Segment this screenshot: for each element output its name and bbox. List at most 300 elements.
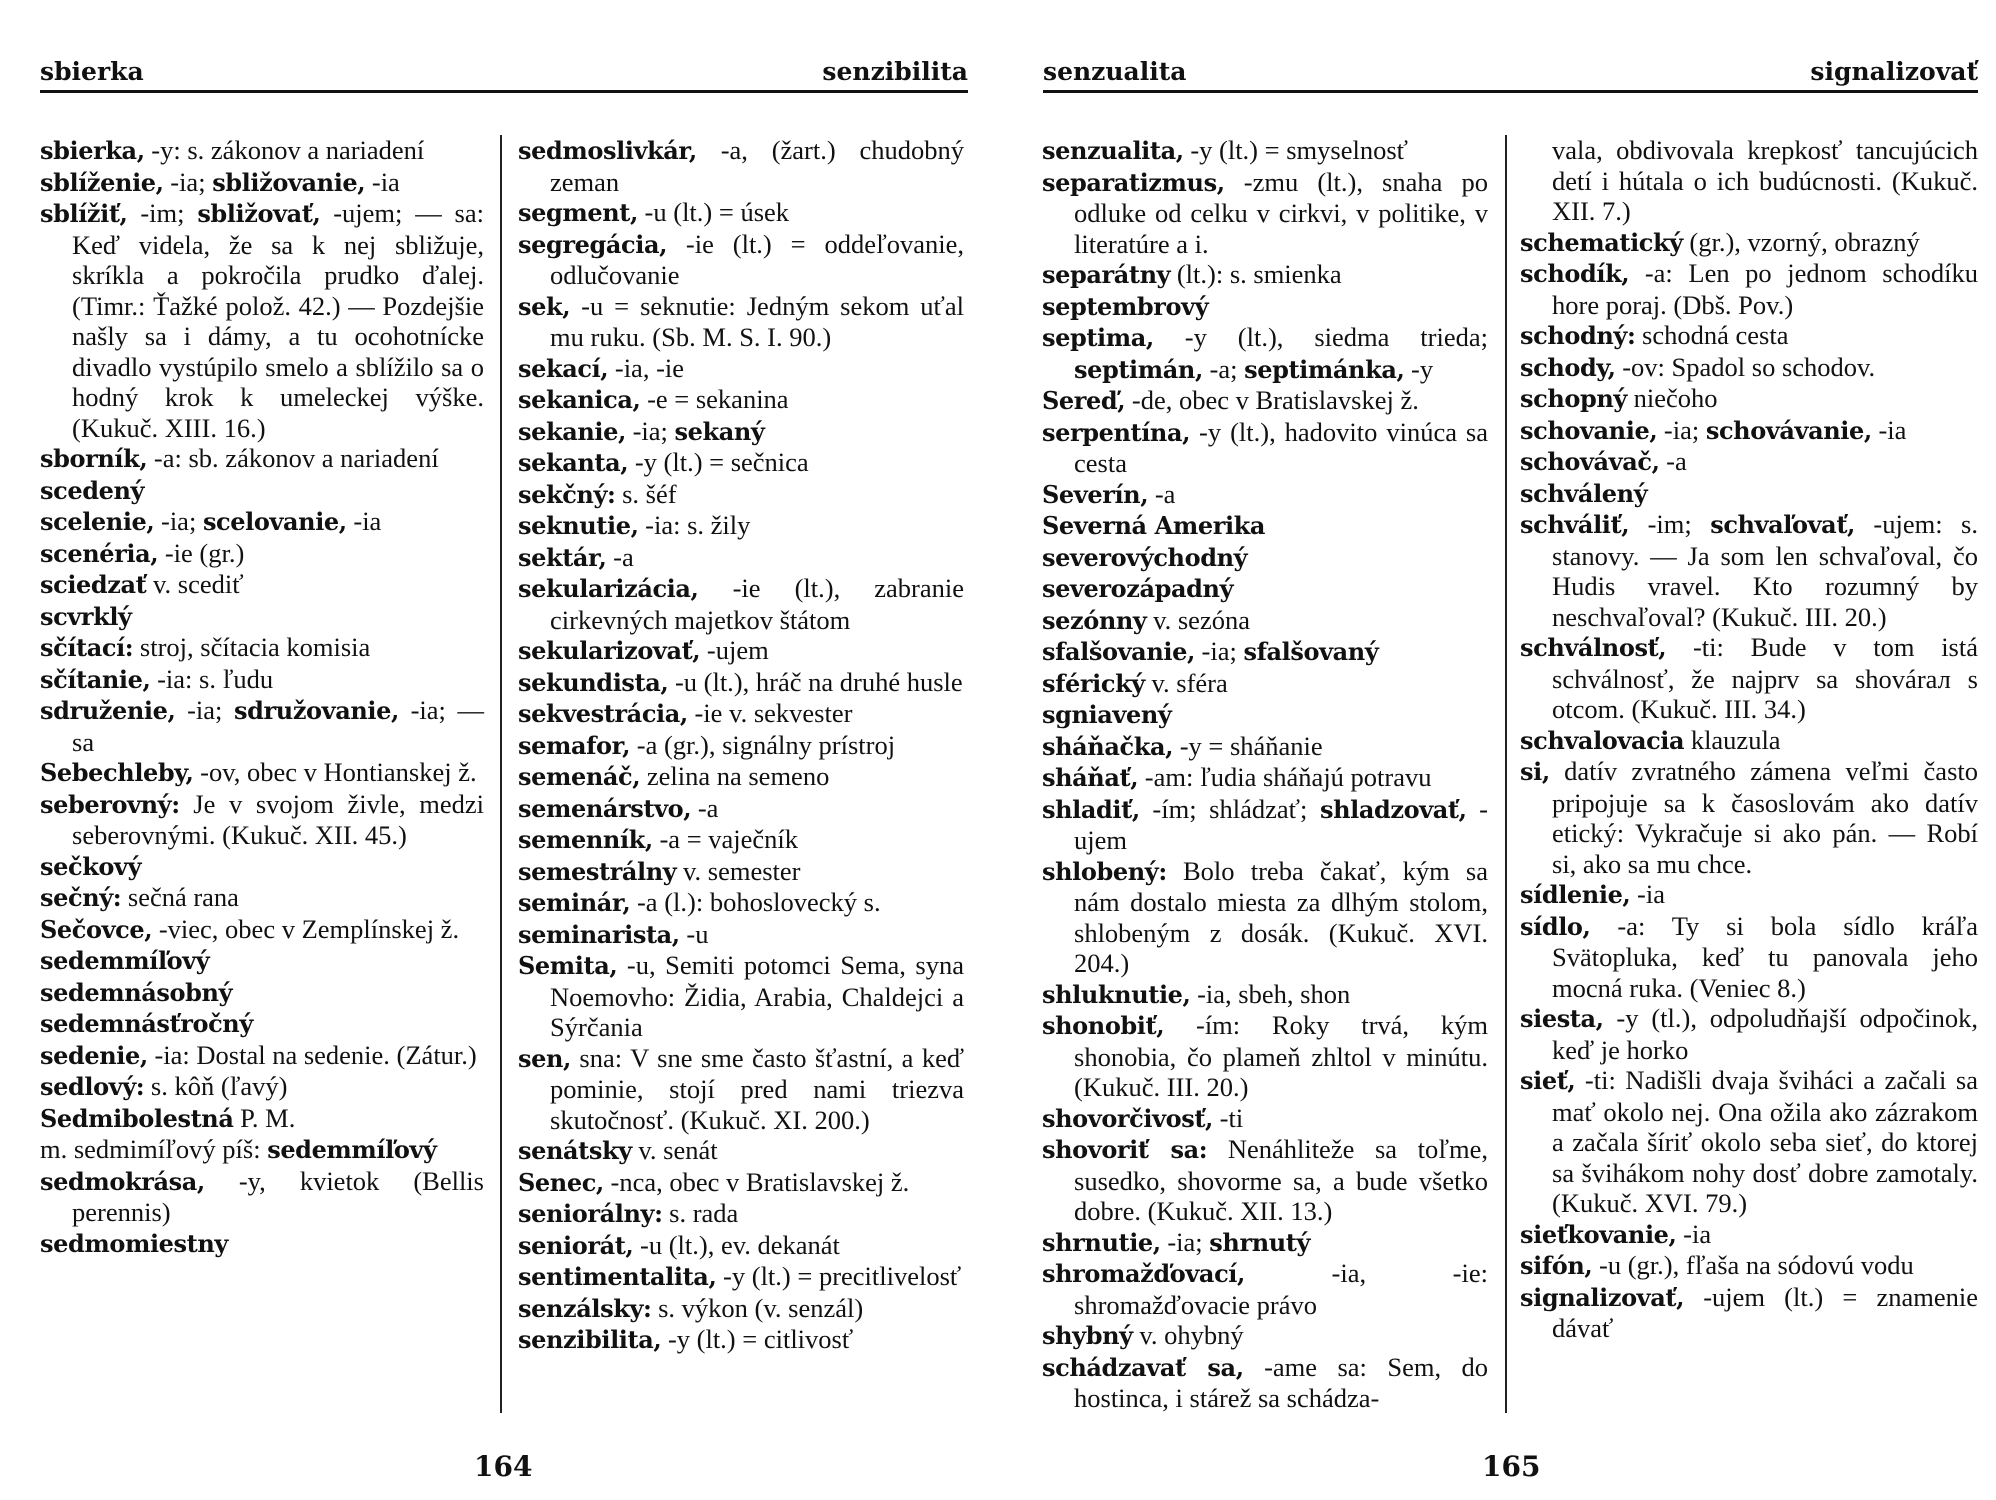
headword: sedemmíľový <box>40 946 210 975</box>
headword: serpentína, <box>1042 417 1191 447</box>
dictionary-entry <box>40 1071 484 1103</box>
dictionary-entry <box>1042 135 1488 167</box>
definition-text: schodná cesta <box>1635 320 1789 350</box>
dictionary-entry <box>1042 417 1488 479</box>
definition-text: -ia: s. žily <box>638 510 751 540</box>
dictionary-entry <box>1042 636 1488 668</box>
dictionary-entry <box>1042 979 1488 1011</box>
definition-text: -ia; <box>1160 1226 1210 1257</box>
headword: separatizmus, <box>1042 167 1225 197</box>
right-running-header <box>1043 58 1978 93</box>
definition-text: -a (gr.), signálny prístroj <box>630 729 896 760</box>
dictionary-entry <box>518 1043 964 1136</box>
headword: sedenie, <box>40 1040 148 1070</box>
dictionary-entry <box>40 632 484 664</box>
headword: sbierka, <box>40 136 145 165</box>
headword: sečný: <box>40 883 122 912</box>
dictionary-entry <box>518 919 964 951</box>
dictionary-entry <box>1520 725 1978 757</box>
headword: scenéria, <box>40 538 159 568</box>
dictionary-entry <box>1042 1010 1488 1103</box>
definition-text: sna: V sne sme často šťastní, a keď pominie, stojí pred nami triezva skutočnosť. (Kukuč. XI. 200.) <box>550 1042 964 1135</box>
dictionary-entry <box>1520 1219 1978 1251</box>
dictionary-entry <box>518 950 964 1043</box>
headword: shladiť, <box>1042 794 1140 824</box>
headword: scvrklý <box>40 601 132 631</box>
dictionary-entry <box>40 914 484 946</box>
headword: shlobený: <box>1042 856 1167 886</box>
definition-text: -ujem; — sa: Keď videla, že sa k nej sbližuje, skríkla a pokročila prudko ďalej. (Timr.: Ťažké polož. 42.) — Pozdejšie našly sa i dámy, a tu ocohotnícke divadlo vystúpilo smelo a sblížilo sa o hodný krok k umeleckej výške. (Kukuč. XIII. 16.) <box>72 198 484 443</box>
left-header-last-word: senzibilita <box>822 57 968 86</box>
definition-text: v. sféra <box>1144 667 1228 698</box>
headword: sekularizovať, <box>518 636 701 665</box>
headword: schválený <box>1520 478 1648 508</box>
left-column-divider <box>500 135 502 1413</box>
definition-text: -ujem: s. stanovy. — Ja som len schvaľoval, čo Hudis vravel. Kto rozumný by neschvaľoval? (Kukuč. III. 20.) <box>1552 509 1978 632</box>
headword: schádzavať sa, <box>1042 1352 1244 1382</box>
headword: Sedmibolestná <box>40 1103 234 1133</box>
definition-text: niečoho <box>1626 383 1718 413</box>
headword: sekaný <box>674 416 765 446</box>
headword: sedmomiestny <box>40 1228 228 1258</box>
headword: schodík, <box>1520 259 1630 288</box>
headword: schvalovacia <box>1520 725 1685 755</box>
headword: sčítací: <box>40 633 134 662</box>
headword: sblížiť, <box>40 199 128 228</box>
definition-text: -ia <box>346 506 382 536</box>
dictionary-entry <box>1520 1003 1978 1065</box>
dictionary-entry <box>518 730 964 762</box>
definition-text: -y (lt.) = citlivosť <box>661 1324 854 1354</box>
headword: sbližovať, <box>197 199 321 228</box>
dictionary-entry <box>518 887 964 919</box>
definition-text: -viec, obec v Zemplínskej ž. <box>152 913 460 944</box>
dictionary-entry <box>1042 479 1488 511</box>
dictionary-entry <box>1042 856 1488 979</box>
headword: sdružovanie, <box>234 696 399 725</box>
dictionary-entry <box>518 510 964 542</box>
headword: seknutie, <box>518 511 639 540</box>
headword: seminár, <box>518 888 631 917</box>
dictionary-entry <box>40 601 484 633</box>
definition-text: -de, obec v Bratislavskej ž. <box>1125 385 1419 415</box>
definition-text: -u (lt.), ev. dekanát <box>633 1229 840 1260</box>
headword: Severín, <box>1042 479 1149 509</box>
definition-text: -ia <box>365 166 400 197</box>
dictionary-entry <box>518 667 964 699</box>
definition-text: -y <box>1404 353 1434 384</box>
headword: sekanta, <box>518 448 629 477</box>
dictionary-entry <box>518 793 964 825</box>
definition-text: -ia <box>1871 414 1907 445</box>
right-header-last-word: signalizovať <box>1810 57 1978 86</box>
headword: sekanie, <box>518 416 626 446</box>
dictionary-entry <box>1520 509 1978 632</box>
headword: sekularizácia, <box>518 574 699 603</box>
dictionary-entry <box>518 856 964 888</box>
headword: sférický <box>1042 668 1145 698</box>
definition-text: -a: Len po jednom schodíku hore poraj. (Dbš. Pov.) <box>1552 258 1978 320</box>
headword: sfalšovaný <box>1243 637 1379 666</box>
headword: shromažďovací, <box>1042 1259 1245 1288</box>
headword: scelovanie, <box>202 507 347 536</box>
dictionary-entry <box>40 443 484 475</box>
definition-text: -ia <box>1630 879 1665 909</box>
headword: shluknutie, <box>1042 979 1191 1009</box>
definition-text: -ia; <box>154 506 203 536</box>
headword: seniorálny: <box>518 1199 663 1228</box>
dictionary-entry <box>1042 668 1488 700</box>
headword: sedmokrása, <box>40 1166 205 1196</box>
headword: sdruženie, <box>40 696 176 725</box>
headword: seniorát, <box>518 1230 634 1260</box>
headword: separátny <box>1042 260 1171 289</box>
dictionary-entry <box>40 1166 484 1228</box>
headword: sgniavený <box>1042 700 1172 729</box>
definition-text: -y: s. zákonov a nariadení <box>144 135 425 165</box>
definition-text: -ia; <box>1194 636 1244 666</box>
definition-text: -ie (lt.), zabranie cirkevných majetkov štátom <box>550 573 964 635</box>
definition-text: -ia, -ie <box>608 352 685 383</box>
dictionary-entry <box>1042 605 1488 637</box>
definition-text: -a: sb. zákonov a nariadení <box>147 443 439 473</box>
definition-text: s. šéf <box>615 478 677 509</box>
dictionary-entry <box>518 542 964 574</box>
headword: sek, <box>518 291 571 321</box>
headword: septima, <box>1042 323 1154 352</box>
definition-text: Je v svojom živle, medzi seberovnými. (Kukuč. XII. 45.) <box>72 788 484 850</box>
definition-text: -zmu (lt.), snaha po odluke od celku v cirkvi, v politike, v literatúre a i. <box>1074 166 1488 259</box>
headword: severozápadný <box>1042 574 1234 603</box>
definition-text: -im; <box>127 198 198 228</box>
dictionary-entry <box>518 573 964 635</box>
headword: severovýchodný <box>1042 542 1248 572</box>
definition-text: -u (lt.) = úsek <box>637 197 790 227</box>
headword: sfalšovanie, <box>1042 637 1195 666</box>
definition-text: -ia; <box>175 695 235 725</box>
definition-text: stroj, sčítacia komisia <box>133 632 371 662</box>
definition-text: -u (lt.), hráč na druhé husle <box>668 666 963 697</box>
dictionary-entry <box>1042 731 1488 763</box>
headword: Semita, <box>518 951 618 980</box>
dictionary-entry <box>1520 632 1978 725</box>
definition-text: -a, (žart.) chudobný zeman <box>550 135 964 197</box>
entry-continuation <box>1520 135 1978 227</box>
headword: sciedzať <box>40 570 147 599</box>
dictionary-entry <box>1520 320 1978 352</box>
definition-text: -ia <box>1676 1218 1712 1249</box>
dictionary-entry <box>1042 1134 1488 1227</box>
headword: schváliť, <box>1520 510 1630 539</box>
headword: shonobiť, <box>1042 1011 1165 1040</box>
definition-text: -ia: Dostal na sedenie. (Zátur.) <box>147 1039 477 1070</box>
headword: Sečovce, <box>40 914 153 944</box>
definition-text: -ov: Spadol so schodov. <box>1615 351 1876 382</box>
definition-text: -e = sekanina <box>640 384 789 414</box>
dictionary-entry <box>518 698 964 730</box>
dictionary-entry <box>518 353 964 385</box>
dictionary-entry <box>1520 352 1978 384</box>
dictionary-entry <box>40 538 484 570</box>
definition-text: (gr.), vzorný, obrazný <box>1682 226 1920 257</box>
definition-text: s. kôň (ľavý) <box>144 1071 288 1101</box>
definition-text: -nca, obec v Bratislavskej ž. <box>603 1166 910 1197</box>
right-column-divider <box>1505 135 1507 1413</box>
definition-text: Nenáhliteže sa toľme, susedko, shovorme sa, a bude všetko dobre. (Kukuč. XII. 13.) <box>1074 1134 1488 1226</box>
definition-text: -a: Ty si bola sídlo kráľa Svätopluka, keď tu panovala jeho mocná ruka. (Veniec 8.) <box>1552 910 1978 1003</box>
definition-text: -y (lt.), hadovito vinúca sa cesta <box>1074 416 1488 478</box>
dictionary-entry <box>40 1103 484 1135</box>
dictionary-entry <box>1042 1258 1488 1320</box>
dictionary-entry <box>518 229 964 291</box>
headword: sentimentalita, <box>518 1262 717 1291</box>
headword: senzibilita, <box>518 1325 662 1354</box>
dictionary-entry <box>518 416 964 448</box>
dictionary-entry <box>1042 167 1488 260</box>
dictionary-entry <box>1520 446 1978 478</box>
dictionary-entry <box>1520 383 1978 415</box>
definition-text: -y (lt.) = sečnica <box>628 447 809 477</box>
headword: sháňať, <box>1042 763 1139 792</box>
headword: sekvestrácia, <box>518 699 688 728</box>
headword: senátsky <box>518 1136 632 1165</box>
dictionary-entry <box>1042 794 1488 856</box>
dictionary-entry <box>518 824 964 856</box>
definition-text: v. scediť <box>146 569 244 599</box>
headword: schovanie, <box>1520 415 1658 445</box>
dictionary-entry <box>1520 911 1978 1004</box>
definition-text: v. ohybný <box>1132 1320 1244 1350</box>
definition-text: -ia: s. ľudu <box>150 663 274 694</box>
dictionary-entry <box>518 1293 964 1325</box>
headword: Sebechleby, <box>40 758 194 787</box>
headword: sekčný: <box>518 479 616 509</box>
left-page-number: 164 <box>474 1450 533 1483</box>
definition-text: -a <box>691 792 719 823</box>
dictionary-entry <box>40 135 484 167</box>
definition-text: -ia; <box>163 166 213 197</box>
definition-text: -ujem <box>1074 793 1488 855</box>
definition-text: -ia; <box>625 415 675 446</box>
headword: scedený <box>40 475 145 505</box>
headword: sháňačka, <box>1042 731 1174 761</box>
headword: shovoriť sa: <box>1042 1135 1208 1164</box>
headword: sídlo, <box>1520 911 1591 941</box>
dictionary-entry <box>518 1167 964 1199</box>
dictionary-entry <box>40 569 484 601</box>
headword: sifón, <box>1520 1251 1593 1280</box>
dictionary-entry <box>1042 291 1488 323</box>
dictionary-entry <box>1042 322 1488 385</box>
definition-text: -ujem (lt.) = znamenie dávať <box>1552 1281 1978 1343</box>
dictionary-entry <box>1520 1282 1978 1344</box>
dictionary-entry <box>1520 227 1978 259</box>
definition-text: -a (l.): bohoslovecký s. <box>630 887 881 917</box>
headword: Senec, <box>518 1167 604 1197</box>
dictionary-entry <box>40 757 484 789</box>
headword: septembrový <box>1042 291 1209 321</box>
definition-text: -ie (lt.) = oddeľovanie, odlučovanie <box>550 228 964 290</box>
dictionary-entry <box>1042 1227 1488 1259</box>
definition-text: -y = sháňanie <box>1173 730 1323 761</box>
headword: sborník, <box>40 444 148 473</box>
definition-text: -ím: Roky trvá, kým shonobia, čo plameň zhltol v minútu. (Kukuč. III. 20.) <box>1074 1010 1488 1102</box>
headword: seberovný: <box>40 789 180 819</box>
dictionary-entry <box>518 1230 964 1262</box>
dictionary-entry <box>40 695 484 757</box>
left-running-header <box>40 58 968 93</box>
definition-text: -y (lt.) = precitlivelosť <box>716 1261 962 1291</box>
dictionary-entry <box>1042 542 1488 574</box>
dictionary-entry <box>40 198 484 443</box>
definition-text: v. semester <box>676 855 801 886</box>
dictionary-entry <box>518 479 964 511</box>
definition-text: P. M. <box>233 1102 296 1133</box>
dictionary-entry <box>40 1228 484 1260</box>
dictionary-entry <box>1042 385 1488 417</box>
headword: schodný: <box>1520 321 1636 350</box>
dictionary-entry <box>1042 1103 1488 1135</box>
dictionary-entry <box>1042 699 1488 731</box>
headword: sen, <box>518 1043 571 1073</box>
dictionary-entry <box>40 1134 484 1166</box>
headword: schody, <box>1520 352 1616 382</box>
right-header-first-word: senzualita <box>1043 57 1187 86</box>
dictionary-entry <box>40 977 484 1009</box>
dictionary-entry <box>518 197 964 229</box>
headword: semenáč, <box>518 762 641 791</box>
definition-text: -ie v. sekvester <box>687 698 853 728</box>
headword: sekanica, <box>518 385 641 414</box>
dictionary-entry <box>1042 762 1488 794</box>
definition-text: -ia; — sa <box>72 695 484 757</box>
dictionary-entry <box>40 506 484 538</box>
headword: shybný <box>1042 1321 1133 1350</box>
definition-text: -u = seknutie: Jedným sekom uťal mu ruku. (Sb. M. S. I. 90.) <box>550 290 964 352</box>
headword: schovávač, <box>1520 447 1660 476</box>
definition-text: Bolo treba čakať, kým sa nám dostalo miesta za dlhým stolom, shlobeným z dosák. (Kukuč. XVI. 204.) <box>1074 855 1488 978</box>
definition-text: -a; <box>1202 353 1245 384</box>
definition-text: -y (lt.) = smyselnosť <box>1183 135 1408 165</box>
dictionary-entry <box>1520 1065 1978 1219</box>
definition-text: -ím; shládzať; <box>1139 793 1320 824</box>
headword: sečkový <box>40 851 142 881</box>
definition-text: -im; <box>1629 509 1711 539</box>
dictionary-entry <box>1520 1250 1978 1282</box>
dictionary-entry <box>1042 259 1488 291</box>
headword: sekací, <box>518 353 609 383</box>
definition-text: datív zvratného zámena veľmi často pripojuje sa k časoslovám ako datív etický: Vykračuje si ako pán. — Robí si, ako sa mu chce. <box>1549 756 1978 879</box>
dictionary-entry <box>518 635 964 667</box>
definition-text: s. výkon (v. senzál) <box>651 1292 864 1323</box>
left-page-column-2 <box>518 135 964 1356</box>
definition-text: v. sezóna <box>1146 604 1250 635</box>
headword: semenárstvo, <box>518 793 692 823</box>
definition-text: v. senát <box>631 1135 718 1165</box>
definition-text: -y (tl.), odpoludňajší odpočinok, keď je horko <box>1552 1003 1978 1065</box>
dictionary-entry <box>1520 756 1978 879</box>
headword: sezónny <box>1042 605 1147 635</box>
headword: sčítanie, <box>40 664 151 694</box>
headword: Severná Amerika <box>1042 511 1266 540</box>
dictionary-entry <box>518 1324 964 1356</box>
dictionary-entry <box>40 167 484 199</box>
dictionary-entry <box>40 475 484 507</box>
headword: senzálsky: <box>518 1293 652 1323</box>
definition-text: -u, Semiti potomci Sema, syna Noemovho: Židia, Arabia, Chaldejci a Sýrčania <box>550 950 964 1042</box>
headword: septimánka, <box>1244 354 1405 384</box>
headword: septimán, <box>1074 354 1203 384</box>
headword: shrnutý <box>1209 1227 1311 1257</box>
definition-text: -am: ľudia sháňajú potravu <box>1138 762 1432 792</box>
dictionary-entry <box>518 135 964 197</box>
dictionary-entry <box>1520 415 1978 447</box>
dictionary-entry <box>1520 478 1978 510</box>
headword: segment, <box>518 198 638 227</box>
definition-text: -ame sa: Sem, do hostinca, i stárež sa schádza- <box>1074 1351 1489 1413</box>
dictionary-entry <box>518 291 964 353</box>
headword: si, <box>1520 757 1550 786</box>
dictionary-entry <box>40 882 484 914</box>
headword: schvaľovať, <box>1710 510 1855 539</box>
dictionary-entry <box>1520 879 1978 911</box>
headword: shovorčivosť, <box>1042 1103 1214 1133</box>
dictionary-entry <box>518 1135 964 1167</box>
dictionary-entry <box>1042 573 1488 605</box>
dictionary-entry <box>518 384 964 416</box>
definition-text: -ti: Nadišli dvaja švihácі a začali sa mať okolo nej. Ona ožila ako zázrakom a začala šíriť okolo seba sieť, do ktorej sa švihákom nohy dosť dobre zamotaly. (Kukuč. XVI. 79.) <box>1552 1065 1978 1218</box>
dictionary-entry <box>40 851 484 883</box>
headword: semenník, <box>518 825 653 854</box>
definition-text: m. sedmimíľový píš: <box>40 1134 268 1164</box>
headword: sedemnásťročný <box>40 1009 253 1038</box>
definition-text: -ti <box>1213 1102 1244 1133</box>
headword: seminarista, <box>518 919 680 949</box>
headword: sieťkovanie, <box>1520 1219 1677 1249</box>
headword: senzualita, <box>1042 136 1184 165</box>
headword: segregácia, <box>518 229 668 259</box>
headword: signalizovať, <box>1520 1282 1685 1312</box>
dictionary-entry <box>518 1261 964 1293</box>
definition-text: klauzula <box>1684 724 1781 755</box>
definition-text: -ti: Bude v tom istá schválnosť, že najprv sa shovárал s otcom. (Kukuč. III. 34.) <box>1552 632 1978 724</box>
headword: sídlenie, <box>1520 880 1631 909</box>
headword: sedemmíľový <box>267 1135 437 1164</box>
headword: sektár, <box>518 542 607 572</box>
headword: sekundista, <box>518 667 669 697</box>
dictionary-entry <box>1042 1352 1488 1414</box>
definition-text: zelina na semeno <box>640 761 830 791</box>
dictionary-entry <box>1520 258 1978 320</box>
dictionary-entry <box>40 664 484 696</box>
definition-text: -a = vaječník <box>652 824 799 854</box>
definition-text: -u <box>679 918 709 949</box>
headword: sbližovanie, <box>212 167 366 197</box>
left-header-first-word: sbierka <box>40 57 144 86</box>
dictionary-entry <box>40 789 484 851</box>
headword: sedmoslivkár, <box>518 136 697 165</box>
definition-text: -u (gr.), fľaša na sódovú vodu <box>1592 1250 1914 1280</box>
headword: semestrálny <box>518 856 677 886</box>
dictionary-entry <box>518 447 964 479</box>
right-page-column-2 <box>1520 135 1978 1344</box>
headword: Sereď, <box>1042 386 1126 415</box>
headword: schopný <box>1520 384 1627 413</box>
left-page-column-1 <box>40 135 484 1259</box>
dictionary-entry <box>40 1040 484 1072</box>
definition-text: sečná rana <box>121 882 239 912</box>
right-page-column-1 <box>1042 135 1488 1414</box>
